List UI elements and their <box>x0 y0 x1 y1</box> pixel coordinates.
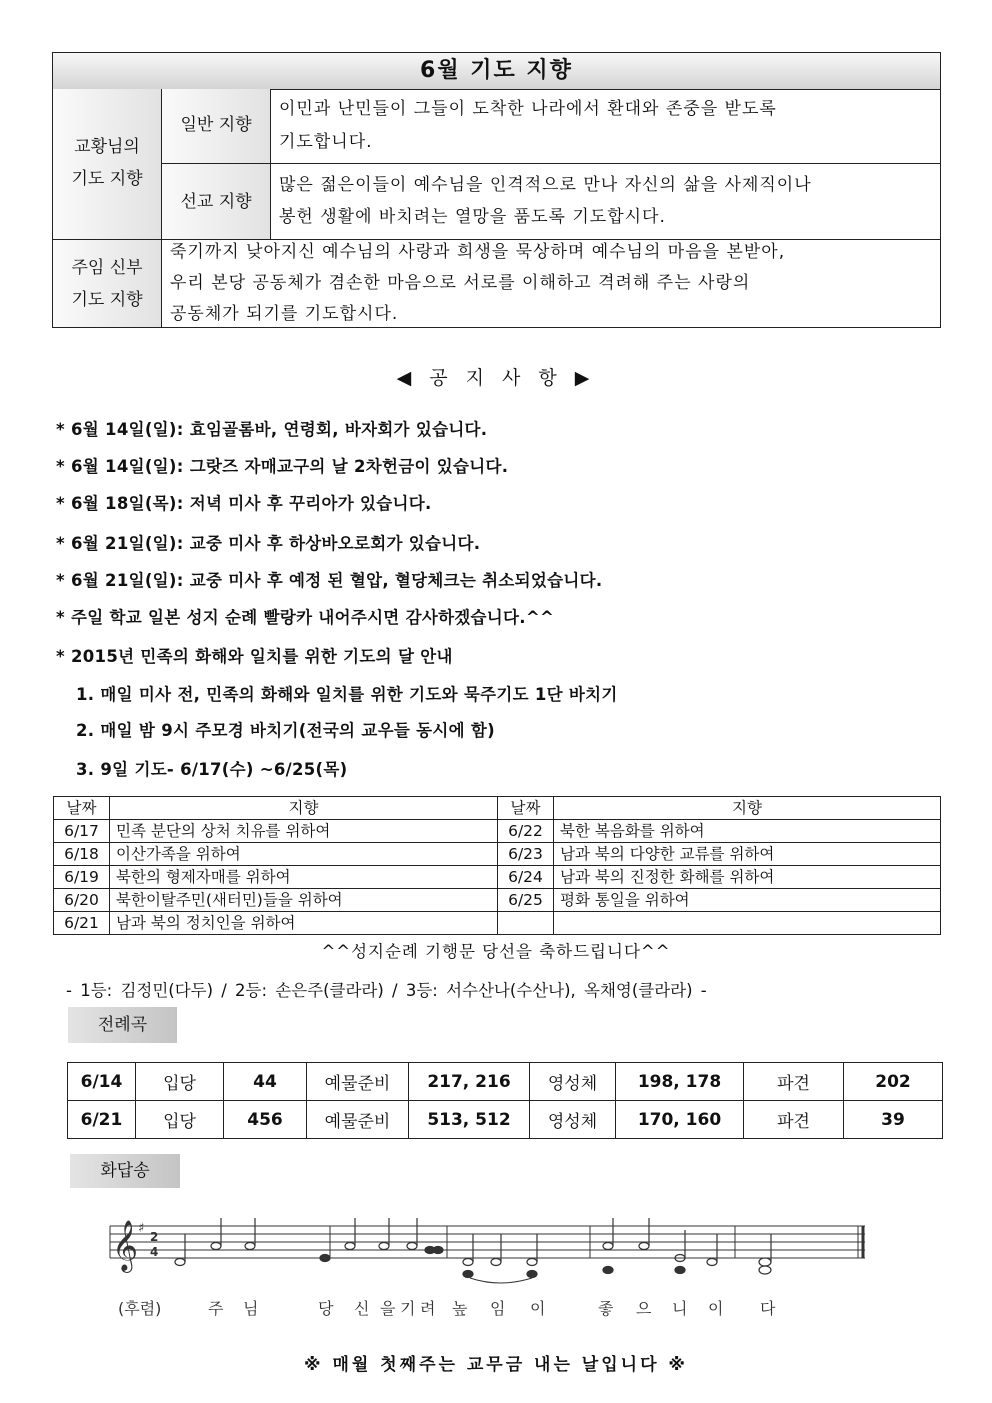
notice-item: * 6월 21일(일): 교중 미사 후 하상바오로회가 있습니다. <box>56 534 481 553</box>
date-cell: 6/23 <box>498 843 554 866</box>
hymn-number: 456 <box>224 1101 307 1139</box>
general-intention-text-line2: 기도합니다. <box>279 132 373 152</box>
table-row <box>54 820 941 843</box>
psalm-label: 화답송 <box>70 1154 180 1188</box>
hymn-number: 44 <box>224 1063 307 1101</box>
prayer-intentions-table <box>52 52 941 328</box>
general-intention-label: 일반 지향 <box>180 115 252 135</box>
date-cell: 6/17 <box>54 820 110 843</box>
date-cell: 6/19 <box>54 866 110 889</box>
lyric-syllable: 다 <box>760 1299 776 1318</box>
lyric-syllable: 신 <box>354 1299 370 1318</box>
date-cell: 6/21 <box>54 912 110 935</box>
intention-cell: 민족 분단의 상처 치유를 위하여 <box>110 820 498 843</box>
date-cell <box>498 912 554 935</box>
date-cell: 6/25 <box>498 889 554 912</box>
hymn-part: 영성체 <box>530 1101 616 1139</box>
footer-note: ※ 매월 첫째주는 교무금 내는 날입니다 ※ <box>304 1355 688 1375</box>
hymn-part: 영성체 <box>530 1063 616 1101</box>
header-date: 날짜 <box>498 797 554 820</box>
lyric-syllable: 니 <box>672 1299 688 1318</box>
hymn-number: 39 <box>844 1101 943 1139</box>
novena-intentions-table <box>53 796 941 935</box>
intention-cell: 남과 북의 다양한 교류를 위하여 <box>554 843 941 866</box>
lyric-syllable: 려 <box>420 1299 436 1318</box>
pastor-intention-text-line1: 죽기까지 낮아지신 예수님의 사랑과 희생을 묵상하며 예수님의 마음을 본받아, <box>170 242 786 262</box>
table-row <box>54 912 941 935</box>
hymn-date: 6/21 <box>68 1101 136 1139</box>
notice-item: * 주일 학교 일본 성지 순례 빨랑카 내어주시면 감사하겠습니다.^^ <box>56 608 555 627</box>
treble-clef-icon: 𝄞 <box>112 1220 139 1271</box>
header-date: 날짜 <box>54 797 110 820</box>
mission-intention-text-cell <box>271 164 940 240</box>
table-row <box>68 1063 943 1101</box>
notice-item: * 6월 14일(일): 그랏즈 자매교구의 날 2차헌금이 있습니다. <box>56 457 509 476</box>
notice-sub-item: 3. 9일 기도- 6/17(수) ~6/25(목) <box>76 760 348 779</box>
intention-cell: 북한이탈주민(새터민)들을 위하여 <box>110 889 498 912</box>
table-header-row <box>54 797 941 820</box>
notice-item: * 6월 21일(일): 교중 미사 후 예정 된 혈압, 혈당체크는 취소되었습니다. <box>56 571 603 590</box>
mission-intention-label: 선교 지향 <box>180 192 252 212</box>
notice-sub-item: 2. 매일 밤 9시 주모경 바치기(전국의 교우들 동시에 함) <box>76 721 495 740</box>
lyric-syllable: 임 <box>490 1299 506 1318</box>
hymn-number: 202 <box>844 1063 943 1101</box>
hymn-part: 파견 <box>744 1063 844 1101</box>
mission-intention-text-line2: 봉헌 생활에 바치려는 열망을 품도록 기도합시다. <box>279 207 666 227</box>
contest-winners: - 1등: 김정민(다두) / 2등: 손은주(클라라) / 3등: 서수산나(수산나), 옥채영(클라라) - <box>66 981 707 1000</box>
pope-intention-label: 교황님의 기도 지향 <box>71 137 143 189</box>
date-cell: 6/22 <box>498 820 554 843</box>
lyric-syllable: 님 <box>243 1299 259 1318</box>
notices-title: ◀ 공 지 사 항 ▶ <box>396 367 596 389</box>
mission-intention-text-line1: 많은 젊은이들이 예수님을 인격적으로 만나 자신의 삶을 사제직이나 <box>279 175 812 195</box>
hymn-table <box>67 1062 943 1139</box>
intention-cell: 남과 북의 진정한 화해를 위하여 <box>554 866 941 889</box>
intention-cell: 북한 복음화를 위하여 <box>554 820 941 843</box>
hymn-part: 입당 <box>136 1101 224 1139</box>
prayer-title: 6월 기도 지향 <box>53 53 940 90</box>
hymn-number: 170, 160 <box>616 1101 744 1139</box>
lyric-syllable: 좋 <box>598 1299 614 1318</box>
table-row <box>54 866 941 889</box>
notice-item: * 2015년 민족의 화해와 일치를 위한 기도의 달 안내 <box>56 647 453 666</box>
hymn-number: 198, 178 <box>616 1063 744 1101</box>
date-cell: 6/24 <box>498 866 554 889</box>
intention-cell: 남과 북의 정치인을 위하여 <box>110 912 498 935</box>
hymn-part: 파견 <box>744 1101 844 1139</box>
sharp-icon: ♯ <box>138 1221 145 1236</box>
pastor-intention-label-cell <box>53 240 162 327</box>
intention-cell <box>554 912 941 935</box>
hymn-part: 예물준비 <box>307 1101 409 1139</box>
lyric-syllable: 이 <box>530 1299 546 1318</box>
lyric-syllable: 을 <box>380 1299 396 1318</box>
hymn-part: 입당 <box>136 1063 224 1101</box>
notice-sub-item: 1. 매일 미사 전, 민족의 화해와 일치를 위한 기도와 묵주기도 1단 바치기 <box>76 685 618 704</box>
notice-item: * 6월 14일(일): 효임골롬바, 연령회, 바자회가 있습니다. <box>56 420 488 439</box>
lyric-syllable: 기 <box>400 1299 416 1318</box>
date-cell: 6/20 <box>54 889 110 912</box>
hymn-label: 전례곡 <box>68 1007 177 1043</box>
time-signature: 2 <box>150 1230 159 1244</box>
intention-cell: 평화 통일을 위하여 <box>554 889 941 912</box>
header-intention: 지향 <box>554 797 941 820</box>
hymn-number: 513, 512 <box>409 1101 530 1139</box>
lyric-syllable: 으 <box>636 1299 652 1318</box>
mission-intention-label-cell <box>162 164 271 240</box>
general-intention-text-line1: 이민과 난민들이 그들이 도착한 나라에서 환대와 존중을 받도록 <box>279 99 777 119</box>
intention-cell: 이산가족을 위하여 <box>110 843 498 866</box>
lyric-syllable: 높 <box>452 1299 468 1318</box>
date-cell: 6/18 <box>54 843 110 866</box>
hymn-part: 예물준비 <box>307 1063 409 1101</box>
pastor-intention-text-cell <box>162 240 940 327</box>
notice-item: * 6월 18일(목): 저녁 미사 후 꾸리아가 있습니다. <box>56 494 432 513</box>
hymn-number: 217, 216 <box>409 1063 530 1101</box>
lyric-syllable: 이 <box>708 1299 724 1318</box>
general-intention-label-cell <box>162 89 271 164</box>
contest-title: ^^성지순례 기행문 당선을 축하드립니다^^ <box>321 942 671 961</box>
time-signature: 4 <box>150 1245 159 1259</box>
table-row <box>68 1101 943 1139</box>
pope-intention-label-cell <box>53 89 162 240</box>
lyric-syllable: 당 <box>318 1299 334 1318</box>
header-intention: 지향 <box>110 797 498 820</box>
lyric-syllable: 주 <box>208 1299 224 1318</box>
table-row <box>54 843 941 866</box>
pastor-intention-label: 주임 신부 기도 지향 <box>71 258 143 310</box>
pastor-intention-text-line3: 공동체가 되기를 기도합시다. <box>170 304 399 324</box>
table-row <box>54 889 941 912</box>
hymn-date: 6/14 <box>68 1063 136 1101</box>
general-intention-text-cell <box>271 89 940 164</box>
psalm-refrain-label: (후렴) <box>118 1299 162 1318</box>
pastor-intention-text-line2: 우리 본당 공동체가 겸손한 마음으로 서로를 이해하고 격려해 주는 사랑의 <box>170 273 751 293</box>
intention-cell: 북한의 형제자매를 위하여 <box>110 866 498 889</box>
